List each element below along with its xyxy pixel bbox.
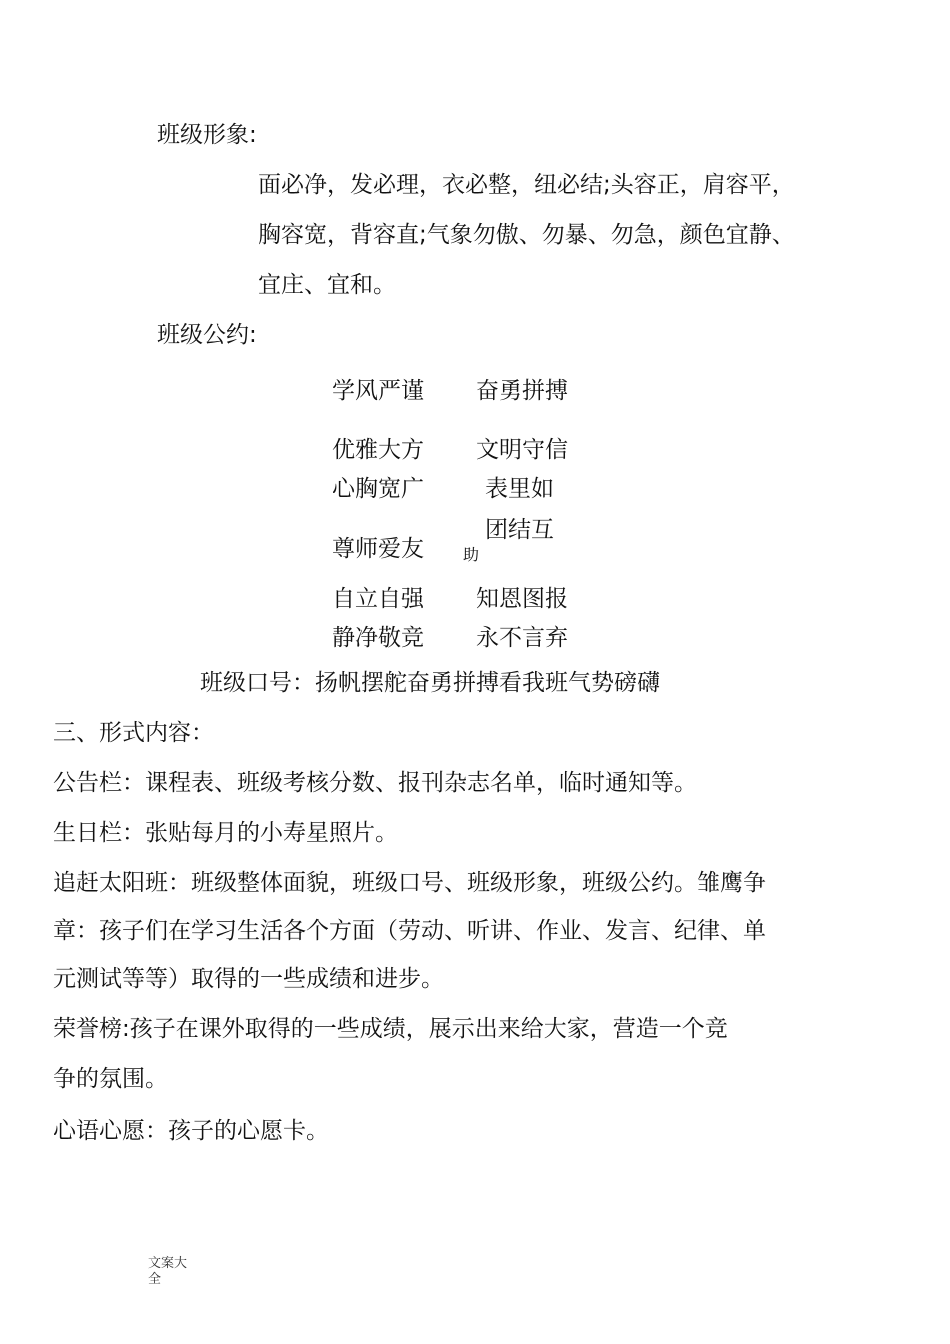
convention-right-3: 表里如	[485, 476, 554, 502]
form-line-6: 荣誉榜:孩子在课外取得的一些成绩，展示出来给大家，营造一个竞	[53, 1016, 728, 1042]
convention-right-2: 文明守信	[476, 437, 568, 463]
form-line-8: 心语心愿：孩子的心愿卡。	[53, 1118, 329, 1144]
convention-left-5: 尊师爱友	[332, 536, 424, 562]
convention-left-6: 自立自强	[332, 586, 424, 612]
convention-right-5: 助	[463, 545, 480, 564]
class-slogan: 班级口号：扬帆摆舵奋勇拼搏看我班气势磅礴	[200, 670, 660, 696]
image-section-heading: 班级形象:	[157, 122, 257, 148]
convention-left-7: 静净敬竞	[332, 625, 424, 651]
form-line-4: 章：孩子们在学习生活各个方面（劳动、听讲、作业、发言、纪律、单	[53, 918, 766, 944]
convention-section-heading: 班级公约:	[157, 322, 257, 348]
convention-left-2: 优雅大方	[332, 437, 424, 463]
convention-right-6: 知恩图报	[476, 586, 568, 612]
image-section-line-2: 胸容宽，背容直;气象勿傲、勿暴、勿急，颜色宜静、	[258, 222, 795, 248]
footer-text-line-2: 全	[148, 1272, 162, 1287]
form-line-2: 生日栏：张贴每月的小寿星照片。	[53, 820, 398, 846]
form-section-heading: 三、形式内容：	[53, 720, 214, 746]
convention-left-3: 心胸宽广	[332, 476, 424, 502]
image-section-line-3: 宜庄、宜和。	[258, 272, 396, 298]
image-section-line-1: 面必净，发必理，衣必整，纽必结;头容正，肩容平，	[258, 172, 795, 198]
convention-right-1: 奋勇拼搏	[476, 378, 568, 404]
convention-right-4: 团结互	[485, 517, 554, 543]
convention-left-1: 学风严谨	[332, 378, 424, 404]
form-line-7: 争的氛围。	[53, 1066, 168, 1092]
form-line-1: 公告栏：课程表、班级考核分数、报刊杂志名单，临时通知等。	[53, 770, 697, 796]
form-line-3: 追赶太阳班：班级整体面貌，班级口号、班级形象，班级公约。雏鹰争	[53, 870, 766, 896]
footer-text-line-1: 文案大	[148, 1256, 188, 1271]
form-line-5: 元测试等等）取得的一些成绩和进步。	[53, 966, 444, 992]
convention-right-7: 永不言弃	[476, 625, 568, 651]
